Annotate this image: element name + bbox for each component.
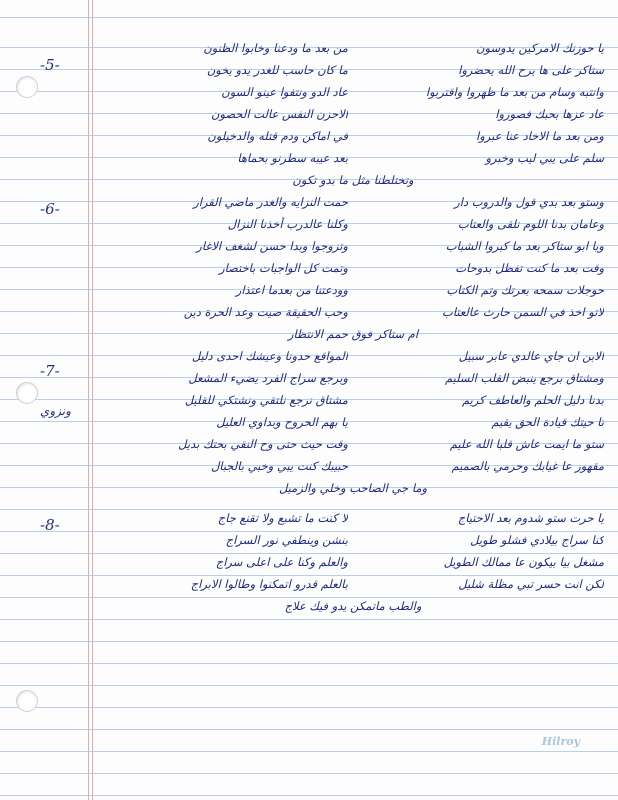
punch-hole <box>16 382 38 404</box>
poem-line <box>102 82 604 104</box>
line-left-hemistich: المواقع حدونا وعيشك احدى دليل <box>191 349 348 363</box>
line-right-hemistich: وقت بعد ما كنت تفطل بدوحات <box>455 261 604 275</box>
line-right-hemistich: مقهور عا غيابك وحرمي بالصميم <box>451 459 604 473</box>
line-left-hemistich: وكلنا عالدرب أخذنا النزال <box>227 217 348 231</box>
poem-line <box>102 346 604 368</box>
line-left-hemistich: والعلم وكنا على اعلى سراج <box>215 555 348 569</box>
line-right-hemistich: يا حوزنك الامركين يدوسون <box>476 41 604 55</box>
line-right-hemistich: عاد عزها بحبك فصوروا <box>495 107 604 121</box>
line-right-hemistich: ومشتاق برجع ينبض القلب السليم <box>444 371 604 385</box>
poem-line <box>102 552 604 574</box>
line-center: والطب ماتمكن يدو فيك علاج <box>284 599 422 613</box>
line-left-hemistich: عاد الدو ونتفوا عينو السون <box>221 85 348 99</box>
poem-line <box>102 192 604 214</box>
poem-line <box>102 38 604 60</box>
line-left-hemistich: لا كنت ما تشبع ولا تقنع جاج <box>217 511 348 525</box>
poem-line-closing <box>102 596 604 618</box>
line-right-hemistich: لكن انت حسر تبي مظلة شليل <box>458 577 604 591</box>
line-left-hemistich: وقت حيث حتى وح النقي بحتك بديل <box>178 437 348 451</box>
line-left-hemistich: بالعلم قدرو اتمكنوا وطالوا الابراج <box>190 577 348 591</box>
line-right-hemistich: ومن بعد ما الاخاد عنا عبروا <box>476 129 604 143</box>
poem-line-closing <box>102 170 604 192</box>
line-left-hemistich: وتزوجوا وبدا حسن لشغف الاغار <box>196 239 348 253</box>
line-right-hemistich: مشغل بيا بيكون عا ممالك الطويل <box>443 555 604 569</box>
poem-line <box>102 434 604 456</box>
line-right-hemistich: لاتو اخذ في السمن حارث عالعتاب <box>442 305 604 319</box>
poem-line <box>102 412 604 434</box>
poem-line <box>102 456 604 478</box>
line-left-hemistich: مشتاق نرجع نلتقي ونشتكي للقليل <box>184 393 348 407</box>
line-left-hemistich: وودعتنا من بعدما اعتذار <box>235 283 348 297</box>
poem-line <box>102 236 604 258</box>
poem-line-closing <box>102 324 604 346</box>
line-right-hemistich: وانتبه وسام من بعد ما ظهروا واقتربوا <box>425 85 604 99</box>
line-left-hemistich: وتمت كل الواجبات باختصار <box>219 261 348 275</box>
margin-note: ونزوي <box>40 404 71 418</box>
poem-line <box>102 302 604 324</box>
line-right-hemistich: يا حرت ستو شدوم بعد الاحتياج <box>457 511 604 525</box>
poem-line <box>102 214 604 236</box>
line-right-hemistich: ويا ابو ستاكر بعد ما كبروا الشباب <box>445 239 604 253</box>
poem-line <box>102 368 604 390</box>
punch-hole <box>16 76 38 98</box>
line-center: ام ستاكر فوق حمم الانتظار <box>287 327 419 341</box>
line-left-hemistich: بنشن وينطفي نور السراج <box>225 533 348 547</box>
poem-line <box>102 258 604 280</box>
poem-line <box>102 126 604 148</box>
line-left-hemistich: من بعد ما ودعنا وخابوا الظنون <box>203 41 348 55</box>
line-left-hemistich: وبرجع سراج الفرد يضيء المشعل <box>188 371 348 385</box>
notebook-brand-logo: Hilroy <box>541 735 580 748</box>
line-right-hemistich: ستو ما ايمت عاش قلبا الله عليم <box>449 437 604 451</box>
poem-line <box>102 390 604 412</box>
stanza-number: -6- <box>40 200 60 218</box>
poem-line <box>102 148 604 170</box>
line-right-hemistich: ستاكر على ها يرح الله يحضروا <box>458 63 604 77</box>
line-right-hemistich: وستو بعد بدي قول والدروب دار <box>454 195 604 209</box>
line-right-hemistich: تا حيتك قيادة الحق يقيم <box>491 415 604 429</box>
stanza-number: -5- <box>40 56 60 74</box>
poem-line <box>102 104 604 126</box>
poem-line <box>102 574 604 596</box>
poem-line <box>102 530 604 552</box>
line-left-hemistich: ما كان حاسب للغدر يدو يخون <box>206 63 348 77</box>
poem-line <box>102 60 604 82</box>
line-left-hemistich: حبيبك كنت يبي وخبي بالجبال <box>210 459 348 473</box>
line-left-hemistich: حمت النزايه والغدر ماضي القرار <box>193 195 348 209</box>
line-right-hemistich: حوجلات سمحه بعرتك وتم الكتاب <box>446 283 604 297</box>
line-left-hemistich: يا بهم الحروح وبداوي العليل <box>216 415 348 429</box>
poem-line-closing <box>102 478 604 500</box>
line-right-hemistich: وعامان بدنا اللوم نلقى والعتاب <box>457 217 604 231</box>
line-left-hemistich: وحب الحقيقة صيت وعد الحرة دين <box>183 305 348 319</box>
line-center: وتختلطنا مثل ما بدو تكون <box>292 173 414 187</box>
line-center: وما جي الصاحب وخلي والزميل <box>278 481 428 495</box>
margin-line <box>92 0 93 800</box>
poem-line <box>102 508 604 530</box>
line-right-hemistich: الابن ان جاي عالدي عابر سبيل <box>458 349 604 363</box>
punch-hole <box>16 690 38 712</box>
poem-line <box>102 280 604 302</box>
line-left-hemistich: في اماكن ودم قتله والدخيلون <box>207 129 348 143</box>
stanza-number: -7- <box>40 362 60 380</box>
margin-line <box>88 0 89 800</box>
line-right-hemistich: كنا سراج بيلادي فشلو طويل <box>470 533 604 547</box>
stanza-number: -8- <box>40 516 60 534</box>
line-left-hemistich: بعد عيبه سطرنو بحماها <box>237 151 348 165</box>
line-left-hemistich: الاحزن النفس عالت الحصون <box>211 107 348 121</box>
line-right-hemistich: بدنا دليل الحلم والعاطف كريم <box>462 393 604 407</box>
line-right-hemistich: سلم على يبي ليب وخبرو <box>485 151 604 165</box>
